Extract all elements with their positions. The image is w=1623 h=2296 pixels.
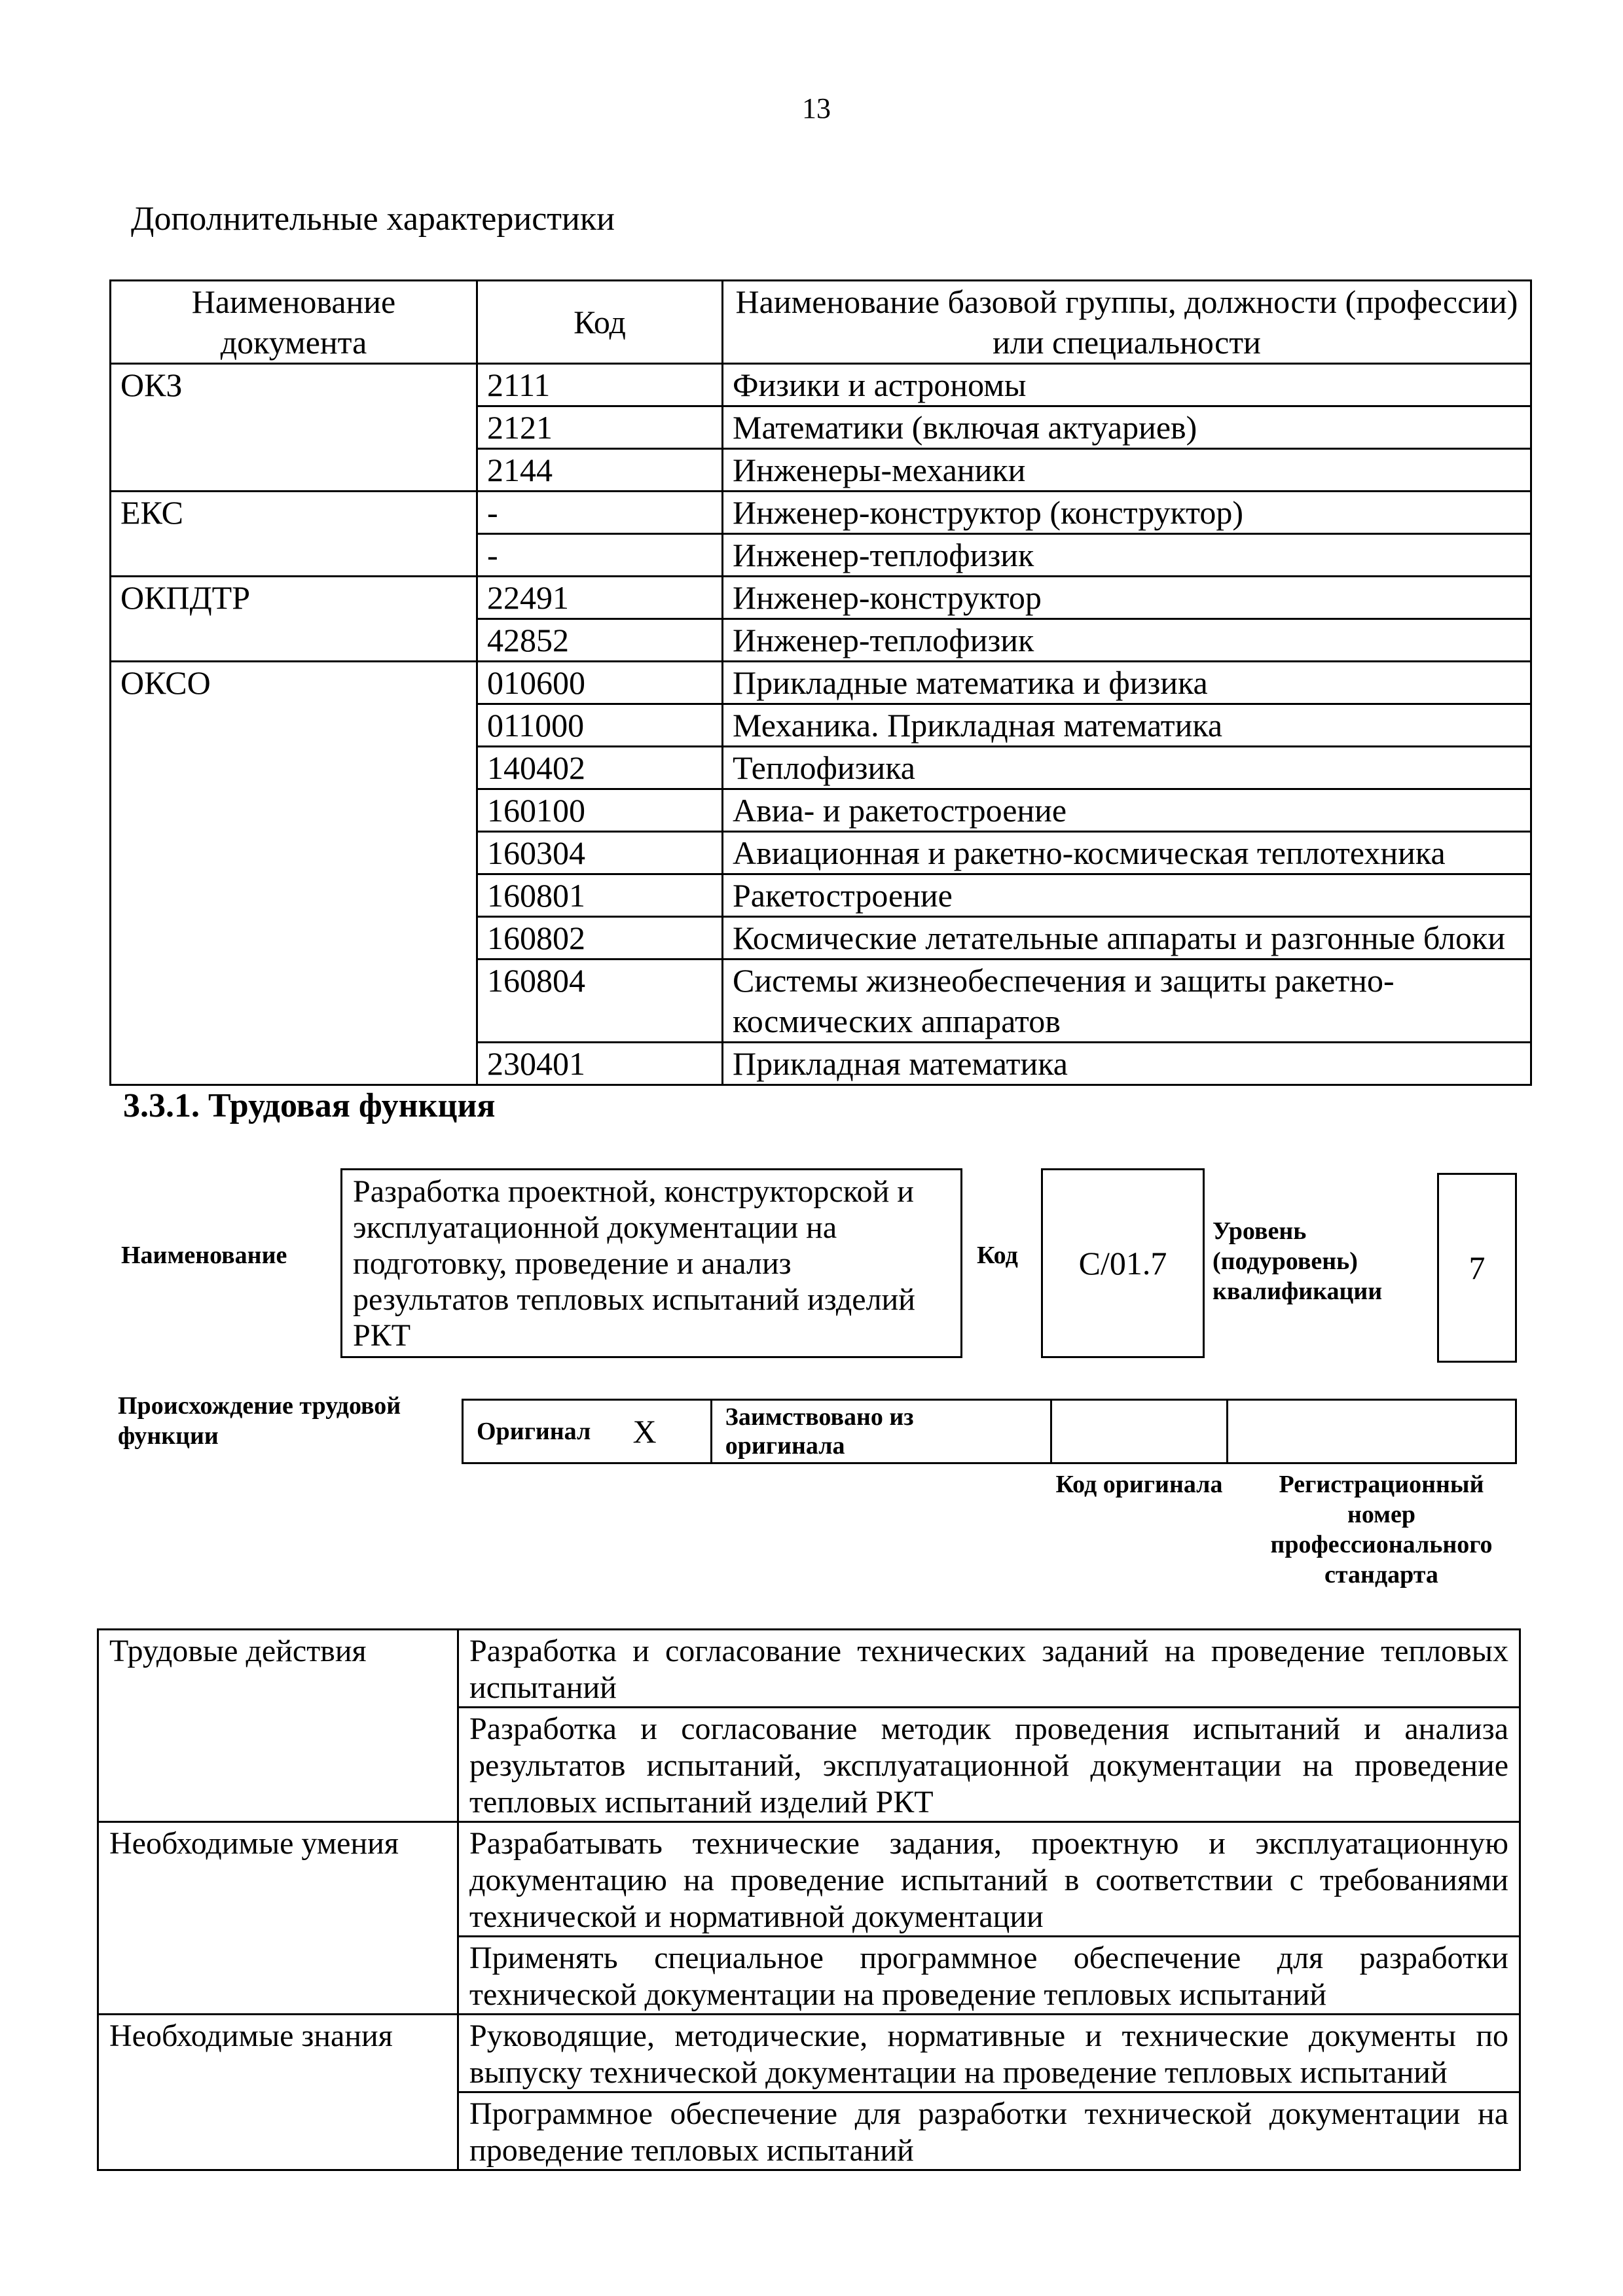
name-cell: Прикладные математика и физика [723, 662, 1531, 704]
code-cell: 2144 [477, 449, 723, 492]
header-code: Код [477, 281, 723, 364]
doc-cell: ОКЗ [111, 364, 477, 406]
doc-cell [111, 789, 477, 832]
reg-number-cell [1228, 1400, 1516, 1463]
code-cell: 42852 [477, 619, 723, 662]
doc-cell [111, 704, 477, 747]
page-number: 13 [802, 92, 831, 124]
name-cell: Системы жизнеобеспечения и защиты ракетно-космических аппаратов [723, 960, 1531, 1043]
details-item: Разрабатывать технические задания, проектную и эксплуатационную документацию на проведение испытаний в соответствии с требованиями технической и нормативной документации [458, 1822, 1520, 1937]
code-cell: 2111 [477, 364, 723, 406]
table-row [111, 406, 1531, 449]
reg-number-label: Регистрационный номер профессионального стандарта [1270, 1471, 1493, 1588]
labor-function-heading: 3.3.1. Трудовая функция [123, 1087, 496, 1124]
table-row [111, 832, 1531, 874]
table-row [111, 662, 1531, 704]
name-cell: Инженеры-механики [723, 449, 1531, 492]
name-cell: Инженер-конструктор [723, 577, 1531, 619]
table-row [111, 747, 1531, 789]
name-cell: Инженер-теплофизик [723, 534, 1531, 577]
function-name-value: Разработка проектной, конструкторской и эксплуатационной документации на подготовку, проведение и анализ результатов тепловых испытаний изделий РКТ [340, 1168, 962, 1358]
doc-cell [111, 449, 477, 492]
code-cell: 160801 [477, 874, 723, 917]
doc-cell: ОКПДТР [111, 577, 477, 619]
origin-table [462, 1399, 1517, 1464]
details-label-knowledge: Необходимые знания [98, 2015, 458, 2170]
code-original-cell [1051, 1400, 1228, 1463]
name-cell: Физики и астрономы [723, 364, 1531, 406]
code-cell: 160304 [477, 832, 723, 874]
details-label-actions: Трудовые действия [98, 1630, 458, 1822]
table-row [98, 2015, 1520, 2092]
function-details-table [97, 1628, 1521, 2171]
function-code-label: Код [977, 1242, 1018, 1269]
doc-cell [111, 874, 477, 917]
table-row [111, 449, 1531, 492]
table-row [111, 619, 1531, 662]
code-cell: - [477, 492, 723, 534]
code-cell: 2121 [477, 406, 723, 449]
table-header-row [111, 281, 1531, 364]
function-code-value: С/01.7 [1041, 1168, 1205, 1358]
name-cell: Теплофизика [723, 747, 1531, 789]
table-row [111, 364, 1531, 406]
name-cell: Ракетостроение [723, 874, 1531, 917]
function-origin-label: Происхождение трудовой функции [118, 1392, 401, 1450]
details-label-skills: Необходимые умения [98, 1822, 458, 2015]
table-row [98, 1822, 1520, 1937]
table-row [111, 960, 1531, 1043]
table-row [111, 704, 1531, 747]
code-cell: 160802 [477, 917, 723, 960]
qualification-level-value: 7 [1437, 1173, 1517, 1363]
code-cell: 010600 [477, 662, 723, 704]
doc-cell [111, 960, 477, 1043]
table-row [98, 1630, 1520, 1708]
header-group-name: Наименование базовой группы, должности (профессии) или специальности [723, 281, 1531, 364]
table-row [111, 917, 1531, 960]
classifier-table [109, 279, 1532, 1086]
code-cell: 160804 [477, 960, 723, 1043]
details-item: Применять специальное программное обеспечение для разработки технической документации на проведение тепловых испытаний [458, 1937, 1520, 2015]
doc-cell [111, 406, 477, 449]
table-row [111, 577, 1531, 619]
code-cell: 22491 [477, 577, 723, 619]
table-row [111, 492, 1531, 534]
borrowed-label: Заимствовано из оригинала [711, 1400, 1051, 1463]
table-row [111, 874, 1531, 917]
name-cell: Математики (включая актуариев) [723, 406, 1531, 449]
name-cell: Механика. Прикладная математика [723, 704, 1531, 747]
code-cell: 230401 [477, 1043, 723, 1085]
details-item: Разработка и согласование методик проведения испытаний и анализа результатов испытаний, эксплуатационной документации на проведение тепловых испытаний изделий РКТ [458, 1708, 1520, 1822]
section-title: Дополнительные характеристики [131, 200, 615, 238]
function-name-label: Наименование [121, 1242, 287, 1269]
table-row [111, 1043, 1531, 1085]
original-label: Оригинал [463, 1400, 607, 1463]
qualification-level-label: Уровень (подуровень) квалификации [1213, 1217, 1383, 1305]
original-mark: X [606, 1400, 711, 1463]
name-cell: Космические летательные аппараты и разгонные блоки [723, 917, 1531, 960]
doc-cell [111, 747, 477, 789]
details-item: Руководящие, методические, нормативные и технические документы по выпуску технической документации на проведение тепловых испытаний [458, 2015, 1520, 2092]
doc-cell: ЕКС [111, 492, 477, 534]
name-cell: Инженер-конструктор (конструктор) [723, 492, 1531, 534]
code-cell: 140402 [477, 747, 723, 789]
name-cell: Авиа- и ракетостроение [723, 789, 1531, 832]
table-row [111, 789, 1531, 832]
name-cell: Инженер-теплофизик [723, 619, 1531, 662]
name-cell: Прикладная математика [723, 1043, 1531, 1085]
doc-cell: ОКСО [111, 662, 477, 704]
doc-cell [111, 832, 477, 874]
doc-cell [111, 534, 477, 577]
code-original-label: Код оригинала [1055, 1471, 1223, 1498]
name-cell: Авиационная и ракетно-космическая теплотехника [723, 832, 1531, 874]
code-cell: 160100 [477, 789, 723, 832]
header-doc-name: Наименование документа [111, 281, 477, 364]
doc-cell [111, 619, 477, 662]
table-row [111, 534, 1531, 577]
details-item: Программное обеспечение для разработки технической документации на проведение тепловых испытаний [458, 2092, 1520, 2170]
code-cell: - [477, 534, 723, 577]
code-cell: 011000 [477, 704, 723, 747]
doc-cell [111, 1043, 477, 1085]
doc-cell [111, 917, 477, 960]
details-item: Разработка и согласование технических заданий на проведение тепловых испытаний [458, 1630, 1520, 1708]
